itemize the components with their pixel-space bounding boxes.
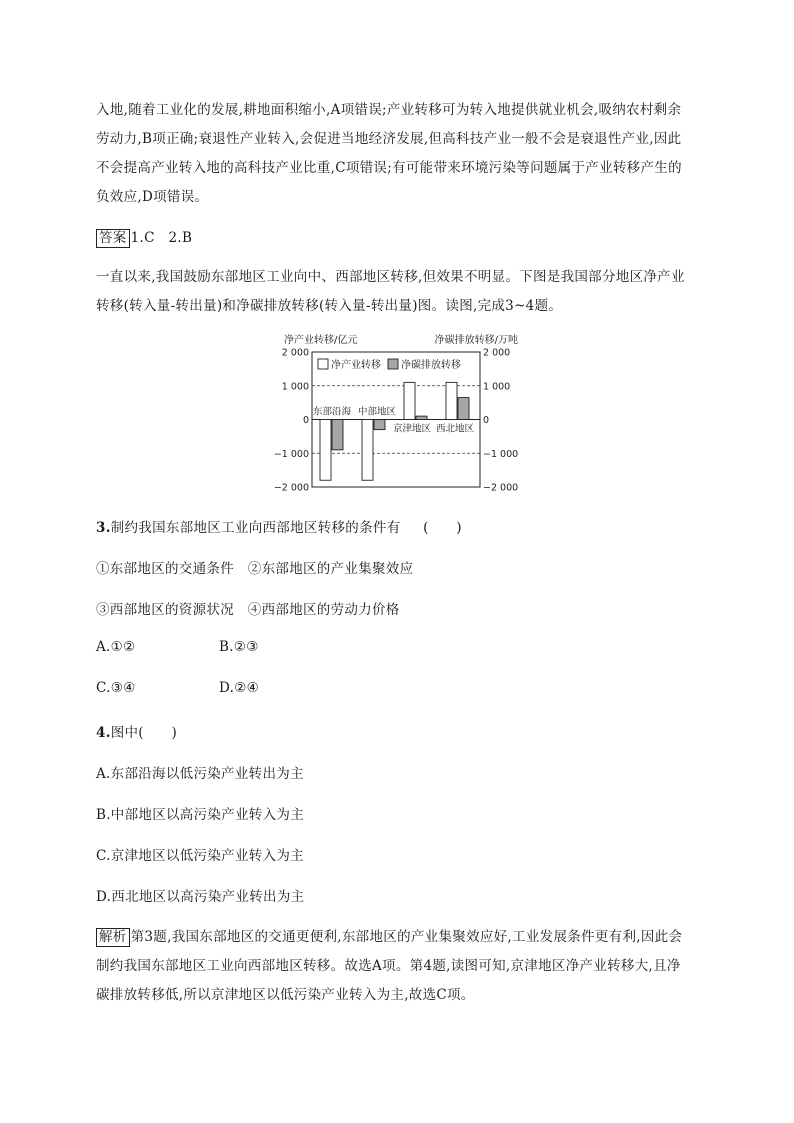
bar-industry: [362, 420, 373, 481]
analysis-line: 碳排放转移低,所以京津地区以低污染产业转入为主,故选C项。: [96, 987, 475, 1003]
question-4: 4.图中( ): [96, 725, 178, 741]
y-tick-label-right: 2 000: [483, 347, 511, 359]
legend-label-carbon: 净碳排放转移: [401, 360, 461, 371]
question-number: 3: [96, 520, 106, 536]
analysis-tag: 解析: [96, 928, 130, 947]
q4-option-a[interactable]: A.东部沿海以低污染产业转出为主: [96, 766, 304, 782]
transfer-bar-chart: [272, 330, 532, 495]
legend-label-industry: 净产业转移: [331, 360, 381, 371]
category-label: 西北地区: [436, 423, 475, 435]
category-label: 东部沿海: [313, 406, 352, 418]
q3-items-line-2: ③西部地区的资源状况 ④西部地区的劳动力价格: [96, 602, 400, 618]
bar-carbon: [374, 420, 385, 430]
analysis-line: 制约我国东部地区工业向西部地区转移。故选A项。第4题,读图可知,京津地区净产业转移大,且净: [96, 958, 681, 974]
y-tick-label-left: −2 000: [273, 482, 309, 494]
bar-industry: [404, 382, 415, 419]
question-number: 4: [96, 725, 106, 741]
y-tick-label-right: 1 000: [483, 381, 511, 393]
bar-industry: [446, 382, 457, 419]
answer-tag: 答案: [96, 229, 130, 248]
analysis-line: 第3题,我国东部地区的交通更便利,东部地区的产业集聚效应好,工业发展条件更有利,因此会: [130, 929, 683, 945]
question-stem: 图中( ): [110, 725, 178, 741]
explanation-line: 入地,随着工业化的发展,耕地面积缩小,A项错误;产业转移可为转入地提供就业机会,吸纳农村剩余: [96, 102, 682, 118]
y-tick-label-right: −2 000: [483, 482, 519, 494]
bar-carbon: [332, 420, 343, 450]
answer-paren: ( ): [423, 520, 462, 536]
q3-option-d[interactable]: D.②④: [219, 680, 260, 696]
analysis-block: [96, 923, 696, 1010]
answer-text: 1.C 2.B: [130, 230, 193, 246]
question-intro: [96, 263, 696, 321]
q3-option-c[interactable]: C.③④: [96, 680, 136, 696]
bar-carbon: [458, 398, 469, 420]
bar-carbon: [416, 416, 427, 419]
q4-option-d[interactable]: D.西北地区以高污染产业转出为主: [96, 889, 305, 905]
question-3: 3.制约我国东部地区工业向西部地区转移的条件有 ( ): [96, 520, 462, 536]
q3-items-line-1: ①东部地区的交通条件 ②东部地区的产业集聚效应: [96, 561, 414, 577]
y-tick-label-right: −1 000: [483, 448, 519, 460]
explanation-line: 负效应,D项错误。: [96, 189, 209, 205]
intro-line: 转移(转入量-转出量)和净碳排放转移(转入量-转出量)图。读图,完成3~4题。: [96, 298, 563, 314]
q3-option-b[interactable]: B.②③: [219, 639, 259, 655]
y-tick-label-left: 1 000: [281, 381, 309, 393]
y-axis-right-title: 净碳排放转移/万吨: [434, 335, 518, 346]
y-tick-label-left: −1 000: [273, 448, 309, 460]
answer-line: [96, 226, 192, 248]
category-label: 京津地区: [393, 423, 432, 435]
legend-swatch-carbon: [388, 359, 398, 369]
legend-swatch-industry: [318, 359, 328, 369]
y-tick-label-left: 0: [302, 415, 309, 426]
category-label: 中部地区: [358, 406, 397, 418]
y-tick-label-right: 0: [483, 415, 490, 426]
q3-option-a[interactable]: A.①②: [96, 639, 136, 655]
explanation-line: 劳动力,B项正确;衰退性产业转入,会促进当地经济发展,但高科技产业一般不会是衰退性产业,因此: [96, 131, 682, 147]
q4-option-b[interactable]: B.中部地区以高污染产业转入为主: [96, 807, 305, 823]
y-tick-label-left: 2 000: [281, 347, 309, 359]
q4-option-c[interactable]: C.京津地区以低污染产业转入为主: [96, 848, 304, 864]
explanation-line: 不会提高产业转入地的高科技产业比重,C项错误;有可能带来环境污染等问题属于产业转移产生的: [96, 160, 682, 176]
bar-industry: [320, 420, 331, 481]
previous-explanation: [96, 96, 696, 212]
y-axis-left-title: 净产业转移/亿元: [284, 335, 358, 346]
question-stem: 制约我国东部地区工业向西部地区转移的条件有: [110, 520, 401, 536]
intro-line: 一直以来,我国鼓励东部地区工业向中、西部地区转移,但效果不明显。下图是我国部分地区净产业: [96, 269, 685, 285]
